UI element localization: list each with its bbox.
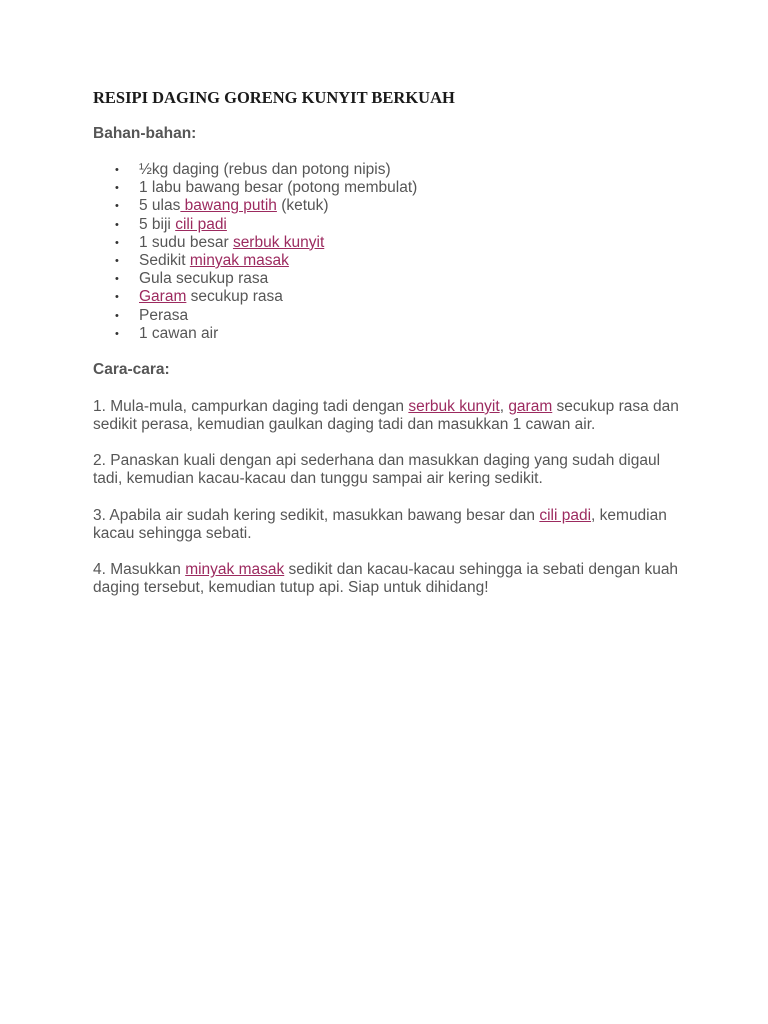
ingredient-item xyxy=(93,252,693,270)
ingredient-text: Sedikit xyxy=(139,251,190,269)
ingredient-text: ½kg daging (rebus dan potong nipis) xyxy=(139,161,391,178)
bullet-icon: • xyxy=(115,182,119,195)
step-text: , kemudian kacau sehingga sebati. xyxy=(93,506,667,542)
ingredient-text: 5 ulas xyxy=(139,197,181,215)
bullet-icon: • xyxy=(115,309,119,322)
ingredient-text: 1 cawan air xyxy=(139,324,219,342)
ingredient-text: 1 sudu besar xyxy=(139,233,233,251)
ingredient-item xyxy=(93,216,693,234)
step-1 xyxy=(93,398,693,434)
ingredient-item xyxy=(93,307,693,325)
step-text: , xyxy=(499,397,509,415)
ingredient-item xyxy=(93,161,693,179)
steps-heading: Cara-cara: xyxy=(93,360,170,378)
ingredient-item xyxy=(93,197,693,215)
step-text: secukup rasa dan sedikit perasa, kemudian gaulkan daging tadi dan masukkan 1 cawan air. xyxy=(93,397,679,434)
ingredient-link-minyak-masak[interactable]: minyak masak xyxy=(189,251,289,269)
bullet-icon: • xyxy=(115,327,119,340)
ingredient-item xyxy=(93,288,693,306)
ingredient-item xyxy=(93,325,693,343)
ingredient-text: 5 biji xyxy=(139,215,176,233)
step-4 xyxy=(93,561,693,597)
ingredient-text: Gula secukup rasa xyxy=(139,270,269,288)
step-2 xyxy=(93,452,693,488)
step-text: sedikit dan kacau-kacau sehingga ia sebati dengan kuah daging tersebut, kemudian tutup api. Siap untuk dihidang! xyxy=(93,561,679,597)
step-link-serbuk-kunyit[interactable]: serbuk kunyit xyxy=(408,397,500,415)
ingredients-list xyxy=(93,161,693,343)
ingredient-text-suffix: (ketuk) xyxy=(276,197,329,215)
document-page xyxy=(93,88,693,598)
bullet-icon: • xyxy=(115,218,119,231)
bullet-icon: • xyxy=(115,164,119,176)
ingredients-heading: Bahan-bahan: xyxy=(93,125,197,142)
bullet-icon: • xyxy=(115,254,119,267)
ingredient-link-bawang-putih[interactable]: bawang putih xyxy=(180,197,277,215)
ingredient-text-suffix: secukup rasa xyxy=(186,288,283,306)
step-3 xyxy=(93,507,693,543)
ingredient-item xyxy=(93,179,693,197)
bullet-icon: • xyxy=(115,273,119,286)
recipe-title: RESIPI DAGING GORENG KUNYIT BERKUAH xyxy=(93,88,455,107)
ingredient-link-cili-padi[interactable]: cili padi xyxy=(175,215,227,233)
ingredient-item xyxy=(93,234,693,252)
ingredient-link-serbuk-kunyit[interactable]: serbuk kunyit xyxy=(232,233,325,251)
bullet-icon: • xyxy=(115,200,119,213)
ingredient-link-garam[interactable]: Garam xyxy=(139,288,187,306)
ingredient-text: Perasa xyxy=(139,306,189,324)
step-link-cili-padi[interactable]: cili padi xyxy=(539,506,592,524)
step-text: 1. Mula-mula, campurkan daging tadi dengan xyxy=(93,397,409,415)
step-text: 3. Apabila air sudah kering sedikit, masukkan bawang besar dan xyxy=(93,506,540,524)
step-text: 2. Panaskan kuali dengan api sederhana dan masukkan daging yang sudah digaul tadi, kemudian kacau-kacau dan tunggu sampai air kering sedikit. xyxy=(93,452,661,488)
ingredient-item xyxy=(93,270,693,288)
step-text: 4. Masukkan xyxy=(93,561,186,579)
step-link-garam[interactable]: garam xyxy=(508,397,553,415)
bullet-icon: • xyxy=(115,236,119,249)
bullet-icon: • xyxy=(115,291,119,304)
step-link-minyak-masak[interactable]: minyak masak xyxy=(185,561,285,579)
ingredient-text: 1 labu bawang besar (potong membulat) xyxy=(139,179,418,197)
